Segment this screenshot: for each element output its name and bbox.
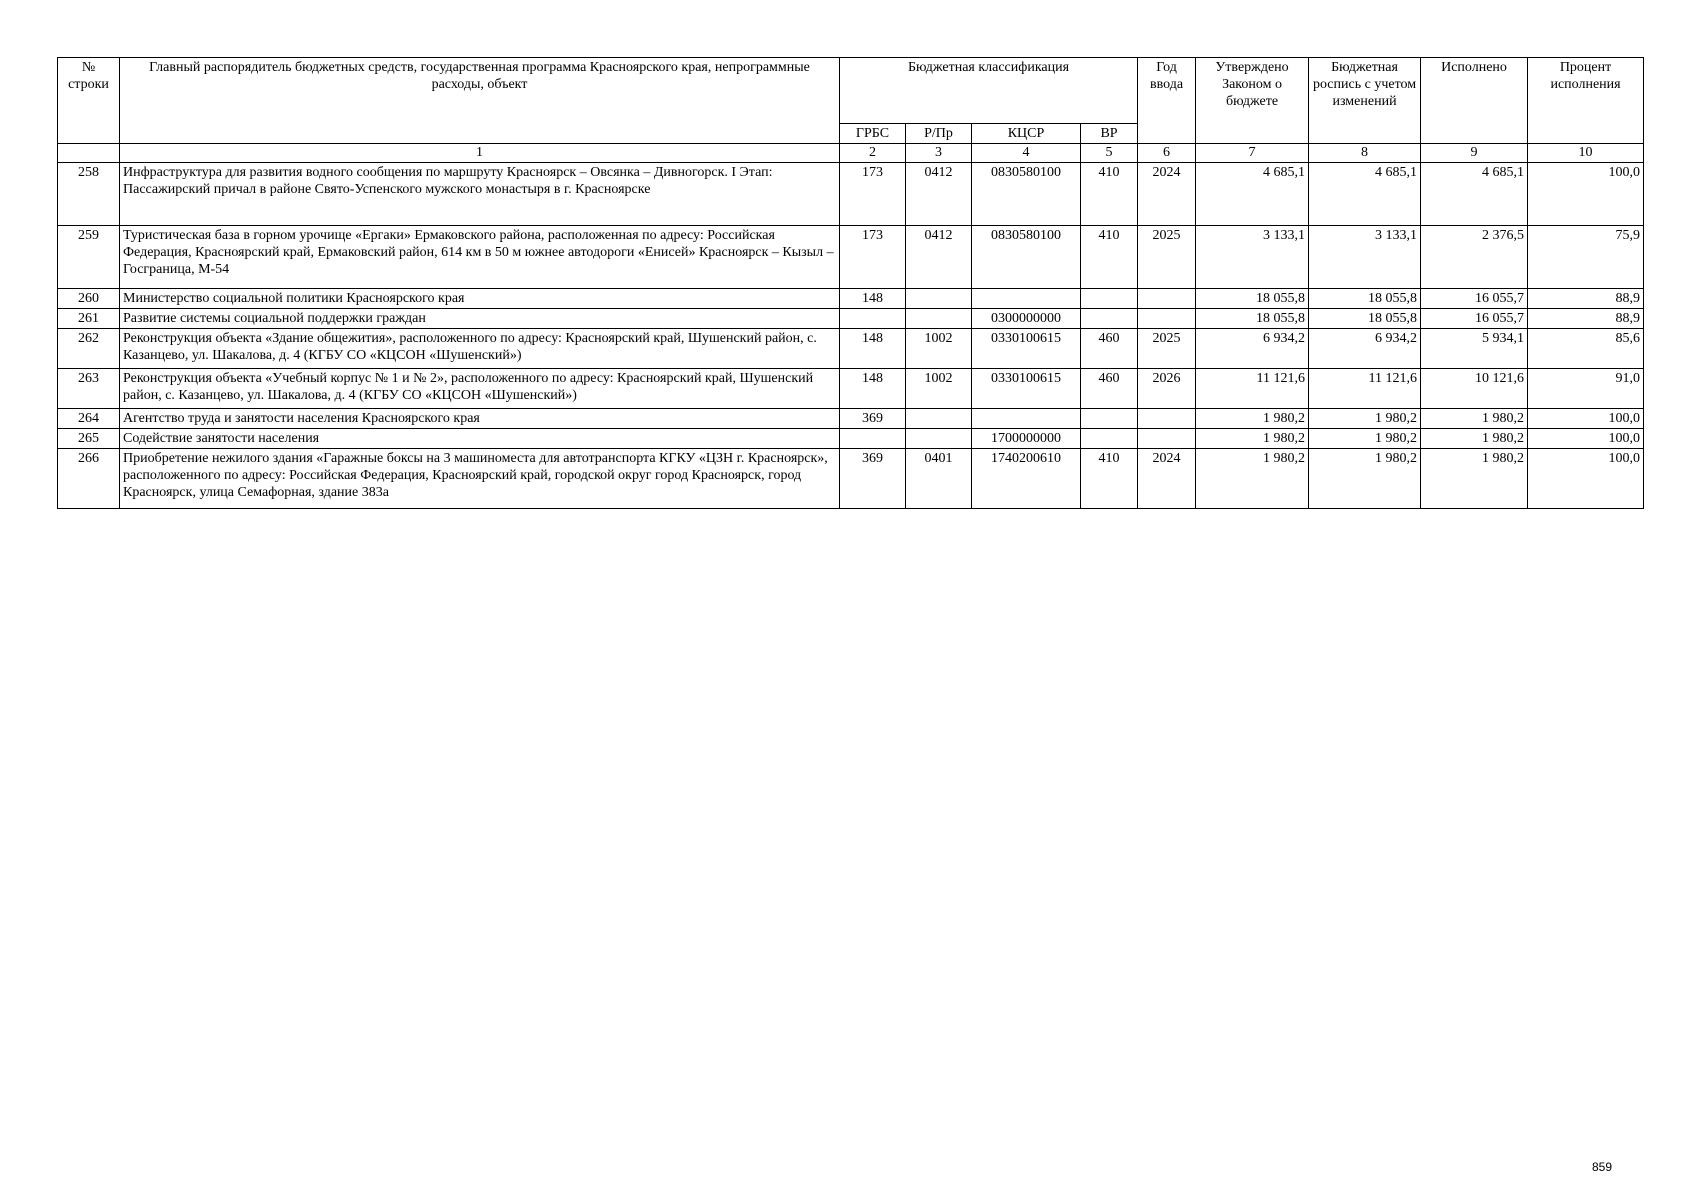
cell-row-no: 266 (58, 449, 120, 509)
cell-approved: 3 133,1 (1196, 226, 1309, 289)
column-number: 3 (906, 144, 972, 163)
cell-kcsr: 0330100615 (972, 329, 1081, 369)
cell-year: 2025 (1138, 329, 1196, 369)
cell-year (1138, 409, 1196, 429)
cell-executed: 10 121,6 (1421, 369, 1528, 409)
cell-approved: 18 055,8 (1196, 309, 1309, 329)
column-number: 4 (972, 144, 1081, 163)
cell-kcsr: 0830580100 (972, 226, 1081, 289)
header-budget-classification: Бюджетная классификация (840, 58, 1138, 124)
cell-vr (1081, 409, 1138, 429)
cell-kcsr: 0830580100 (972, 163, 1081, 226)
cell-grbs: 148 (840, 329, 906, 369)
cell-name: Инфраструктура для развития водного сообщения по маршруту Красноярск – Овсянка – Дивногорск. I Этап: Пассажирский причал в районе Свято-Успенского мужского монастыря в г. Красноярске (120, 163, 840, 226)
cell-name: Содействие занятости населения (120, 429, 840, 449)
cell-row-no: 258 (58, 163, 120, 226)
table-row (58, 369, 1644, 409)
cell-vr: 460 (1081, 329, 1138, 369)
cell-year: 2024 (1138, 449, 1196, 509)
cell-executed: 2 376,5 (1421, 226, 1528, 289)
cell-kcsr (972, 289, 1081, 309)
cell-percent: 100,0 (1528, 449, 1644, 509)
cell-percent: 75,9 (1528, 226, 1644, 289)
table-row (58, 163, 1644, 226)
cell-kcsr (972, 409, 1081, 429)
cell-year (1138, 289, 1196, 309)
cell-name: Приобретение нежилого здания «Гаражные боксы на 3 машиноместа для автотранспорта КГКУ «ЦЗН г. Красноярск», расположенного по адресу: Российская Федерация, Красноярский край, городской округ город Красноярск, город Красноярск, улица Семафорная, здание 383а (120, 449, 840, 509)
cell-executed: 5 934,1 (1421, 329, 1528, 369)
cell-budget-list: 1 980,2 (1309, 429, 1421, 449)
cell-year (1138, 429, 1196, 449)
column-number: 10 (1528, 144, 1644, 163)
cell-row-no: 263 (58, 369, 120, 409)
column-number: 5 (1081, 144, 1138, 163)
cell-vr: 460 (1081, 369, 1138, 409)
cell-budget-list: 1 980,2 (1309, 409, 1421, 429)
cell-rpr (906, 429, 972, 449)
cell-row-no: 265 (58, 429, 120, 449)
cell-percent: 100,0 (1528, 409, 1644, 429)
cell-approved: 1 980,2 (1196, 409, 1309, 429)
cell-vr: 410 (1081, 226, 1138, 289)
cell-approved: 18 055,8 (1196, 289, 1309, 309)
cell-row-no: 261 (58, 309, 120, 329)
cell-grbs: 173 (840, 226, 906, 289)
cell-name: Министерство социальной политики Красноярского края (120, 289, 840, 309)
cell-year: 2026 (1138, 369, 1196, 409)
cell-rpr (906, 289, 972, 309)
document-sheet (57, 57, 1643, 509)
cell-approved: 4 685,1 (1196, 163, 1309, 226)
cell-percent: 100,0 (1528, 429, 1644, 449)
column-number: 7 (1196, 144, 1309, 163)
cell-kcsr: 1740200610 (972, 449, 1081, 509)
cell-vr (1081, 429, 1138, 449)
cell-grbs (840, 309, 906, 329)
cell-budget-list: 18 055,8 (1309, 309, 1421, 329)
cell-executed: 1 980,2 (1421, 429, 1528, 449)
cell-budget-list: 1 980,2 (1309, 449, 1421, 509)
cell-rpr: 0412 (906, 226, 972, 289)
table-header (58, 58, 1644, 163)
cell-name: Реконструкция объекта «Здание общежития», расположенного по адресу: Красноярский край, Шушенский район, с. Казанцево, ул. Шакалова, д. 4 (КГБУ СО «КЦСОН «Шушенский») (120, 329, 840, 369)
table-body (58, 163, 1644, 509)
cell-budget-list: 3 133,1 (1309, 226, 1421, 289)
cell-budget-list: 6 934,2 (1309, 329, 1421, 369)
cell-budget-list: 18 055,8 (1309, 289, 1421, 309)
cell-name: Туристическая база в горном урочище «Ергаки» Ермаковского района, расположенная по адресу: Российская Федерация, Красноярский край, Ермаковский район, 614 км в 50 м южнее автодороги «Енисей» Красноярск – Кызыл – Госграница, М-54 (120, 226, 840, 289)
cell-grbs: 173 (840, 163, 906, 226)
cell-rpr (906, 309, 972, 329)
cell-budget-list: 11 121,6 (1309, 369, 1421, 409)
cell-percent: 88,9 (1528, 309, 1644, 329)
cell-executed: 16 055,7 (1421, 309, 1528, 329)
cell-percent: 91,0 (1528, 369, 1644, 409)
column-number (58, 144, 120, 163)
cell-executed: 4 685,1 (1421, 163, 1528, 226)
cell-rpr (906, 409, 972, 429)
cell-year: 2024 (1138, 163, 1196, 226)
cell-approved: 1 980,2 (1196, 429, 1309, 449)
cell-approved: 11 121,6 (1196, 369, 1309, 409)
cell-percent: 88,9 (1528, 289, 1644, 309)
cell-executed: 1 980,2 (1421, 409, 1528, 429)
cell-rpr: 1002 (906, 329, 972, 369)
table-row (58, 429, 1644, 449)
cell-executed: 1 980,2 (1421, 449, 1528, 509)
cell-executed: 16 055,7 (1421, 289, 1528, 309)
column-number: 9 (1421, 144, 1528, 163)
column-number: 2 (840, 144, 906, 163)
table-row (58, 329, 1644, 369)
column-number: 1 (120, 144, 840, 163)
cell-grbs: 369 (840, 409, 906, 429)
cell-grbs: 369 (840, 449, 906, 509)
budget-execution-table (57, 57, 1644, 509)
table-row (58, 449, 1644, 509)
cell-year: 2025 (1138, 226, 1196, 289)
cell-percent: 100,0 (1528, 163, 1644, 226)
cell-vr: 410 (1081, 449, 1138, 509)
cell-name: Агентство труда и занятости населения Красноярского края (120, 409, 840, 429)
table-row (58, 289, 1644, 309)
cell-vr (1081, 309, 1138, 329)
cell-approved: 6 934,2 (1196, 329, 1309, 369)
cell-rpr: 0401 (906, 449, 972, 509)
cell-percent: 85,6 (1528, 329, 1644, 369)
cell-vr: 410 (1081, 163, 1138, 226)
cell-rpr: 1002 (906, 369, 972, 409)
cell-kcsr: 0330100615 (972, 369, 1081, 409)
column-number: 6 (1138, 144, 1196, 163)
cell-grbs (840, 429, 906, 449)
cell-budget-list: 4 685,1 (1309, 163, 1421, 226)
cell-grbs: 148 (840, 289, 906, 309)
cell-vr (1081, 289, 1138, 309)
header-vr: ВР (1081, 124, 1138, 144)
cell-rpr: 0412 (906, 163, 972, 226)
header-approved: Утверждено Законом о бюджете (1196, 58, 1309, 144)
column-number: 8 (1309, 144, 1421, 163)
header-recipient: Главный распорядитель бюджетных средств, государственная программа Красноярского края, непрограммные расходы, объект (120, 58, 840, 144)
cell-row-no: 260 (58, 289, 120, 309)
page-number: 859 (1592, 1160, 1613, 1174)
cell-name: Реконструкция объекта «Учебный корпус № 1 и № 2», расположенного по адресу: Красноярский край, Шушенский район, с. Казанцево, ул. Шакалова, д. 4 (КГБУ СО «КЦСОН «Шушенский») (120, 369, 840, 409)
header-executed: Исполнено (1421, 58, 1528, 144)
table-row (58, 309, 1644, 329)
cell-kcsr: 0300000000 (972, 309, 1081, 329)
header-percent: Процент исполнения (1528, 58, 1644, 144)
header-grbs: ГРБС (840, 124, 906, 144)
header-kcsr: КЦСР (972, 124, 1081, 144)
column-numbers-row (58, 144, 1644, 163)
cell-year (1138, 309, 1196, 329)
table-row (58, 409, 1644, 429)
header-budget-list: Бюджетная роспись с учетом изменений (1309, 58, 1421, 144)
cell-row-no: 259 (58, 226, 120, 289)
header-row-no: № строки (58, 58, 120, 144)
cell-row-no: 262 (58, 329, 120, 369)
header-year: Год ввода (1138, 58, 1196, 144)
cell-grbs: 148 (840, 369, 906, 409)
cell-name: Развитие системы социальной поддержки граждан (120, 309, 840, 329)
cell-row-no: 264 (58, 409, 120, 429)
cell-kcsr: 1700000000 (972, 429, 1081, 449)
cell-approved: 1 980,2 (1196, 449, 1309, 509)
table-row (58, 226, 1644, 289)
header-rpr: Р/Пр (906, 124, 972, 144)
